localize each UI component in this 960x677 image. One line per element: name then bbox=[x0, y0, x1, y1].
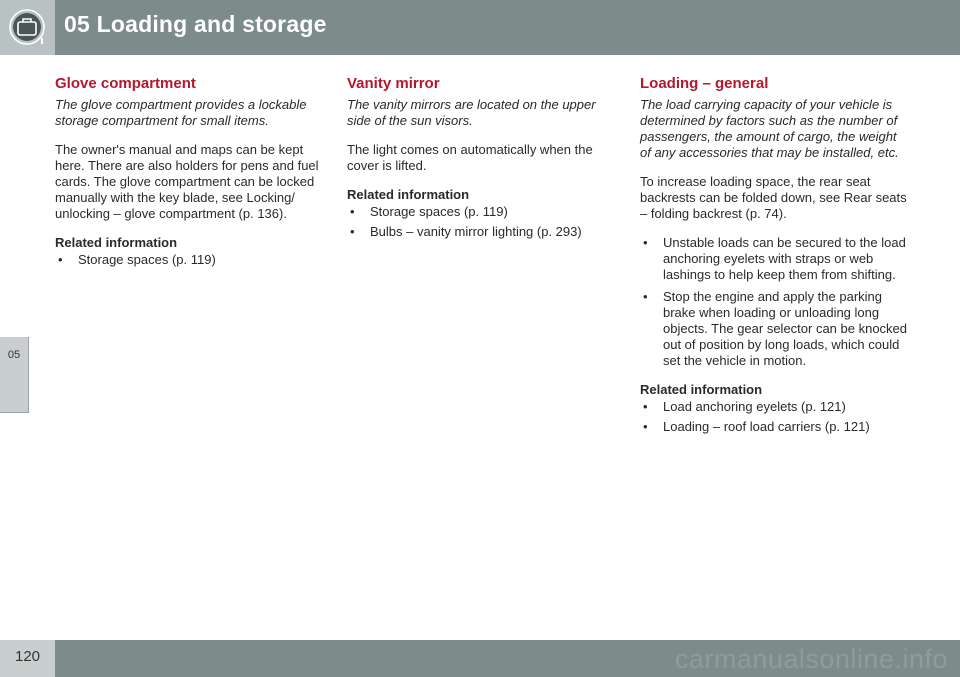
page-number: 120 bbox=[14, 648, 41, 665]
bullet-icon: • bbox=[643, 419, 648, 434]
bullet-icon: • bbox=[643, 399, 648, 414]
related-information-heading: Related information bbox=[640, 382, 763, 397]
section-heading: Vanity mirror bbox=[347, 75, 440, 92]
bullet-icon: • bbox=[58, 252, 63, 267]
related-list bbox=[55, 252, 320, 268]
bullet-icon: • bbox=[350, 204, 355, 219]
related-list bbox=[347, 204, 602, 240]
section-body: To increase loading space, the rear seat backrests can be folded down, see Rear seats – folding backrest (p. 74). bbox=[640, 174, 907, 221]
suitcase-icon bbox=[9, 8, 45, 46]
section-body: The light comes on automatically when the cover is lifted. bbox=[347, 142, 593, 173]
chapter-title: 05 Loading and storage bbox=[64, 11, 327, 37]
section-body: The owner's manual and maps can be kept here. There are also holders for pens and fuel cards. The glove compartment can be locked manually with the key blade, see Locking/ unlocking – glove compartment (p. 136). bbox=[55, 142, 319, 221]
section-loading-general bbox=[640, 76, 910, 439]
related-information-heading: Related information bbox=[347, 187, 470, 202]
page-header bbox=[0, 0, 960, 55]
chapter-side-tab bbox=[0, 337, 29, 413]
related-link[interactable]: • Loading – roof load carriers (p. 121) bbox=[643, 419, 870, 434]
instruction-item: • Stop the engine and apply the parking brake when loading or unloading long objects. The gear selector can be knocked out of position by long loads, which could set the vehicle in motion. bbox=[643, 289, 908, 368]
related-list bbox=[640, 399, 910, 435]
section-vanity-mirror bbox=[347, 76, 602, 244]
related-information-heading: Related information bbox=[55, 235, 178, 250]
section-intro: The load carrying capacity of your vehicle is determined by factors such as the number of passengers, the amount of cargo, the weight of any accessories that may be installed, etc. bbox=[640, 97, 899, 160]
section-intro: The vanity mirrors are located on the upper side of the sun visors. bbox=[347, 97, 596, 128]
related-link[interactable]: • Load anchoring eyelets (p. 121) bbox=[643, 399, 846, 414]
chapter-icon-box bbox=[0, 0, 55, 55]
bullet-icon: • bbox=[643, 289, 648, 304]
page-number-box bbox=[0, 640, 55, 677]
related-link[interactable]: • Storage spaces (p. 119) bbox=[58, 252, 216, 267]
related-link[interactable]: • Bulbs – vanity mirror lighting (p. 293) bbox=[350, 224, 582, 239]
page-footer bbox=[0, 640, 960, 677]
bullet-icon: • bbox=[643, 235, 648, 250]
instruction-item: • Unstable loads can be secured to the load anchoring eyelets with straps or web lashings to help keep them from shifting. bbox=[643, 235, 906, 282]
footer-bar bbox=[55, 640, 960, 677]
section-heading: Loading – general bbox=[640, 75, 769, 92]
section-heading: Glove compartment bbox=[55, 75, 196, 92]
instruction-list bbox=[640, 235, 910, 369]
section-glove-compartment bbox=[55, 76, 320, 272]
side-tab-label: 05 bbox=[7, 349, 21, 361]
watermark: carmanualsonline.info bbox=[674, 644, 948, 674]
bullet-icon: • bbox=[350, 224, 355, 239]
related-link[interactable]: • Storage spaces (p. 119) bbox=[350, 204, 508, 219]
section-intro: The glove compartment provides a lockable storage compartment for small items. bbox=[55, 97, 307, 128]
